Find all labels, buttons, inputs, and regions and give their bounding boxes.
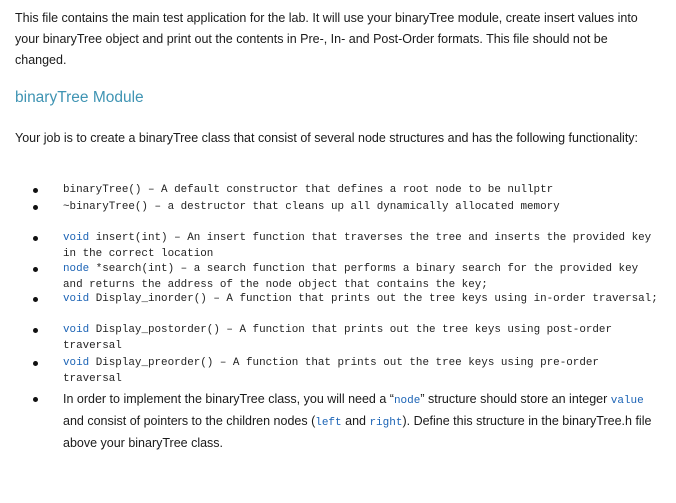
- item-text: [63, 323, 658, 354]
- code-keyword: void: [63, 232, 90, 244]
- item-text: [63, 262, 658, 293]
- item-text: ~binaryTree() – a destructor that cleans up all dynamically allocated memory: [63, 201, 560, 213]
- code-keyword: left: [315, 417, 342, 429]
- item-code: *search(int) – a search function that performs a binary search for the provided key and returns the address of the node object that contains the key;: [63, 263, 639, 291]
- code-keyword: node: [63, 263, 90, 275]
- item-code: Display_preorder() – A function that prints out the tree keys using pre-order traversal: [63, 357, 599, 385]
- item-text: [63, 356, 658, 387]
- bullet-icon: [33, 328, 38, 333]
- code-keyword: void: [63, 293, 90, 305]
- bullet-icon: [33, 236, 38, 241]
- item-text: [63, 292, 658, 308]
- item-text: binaryTree() – A default constructor that defines a root node to be nullptr: [63, 184, 554, 196]
- item-code: Display_postorder() – A function that prints out the tree keys using post-order traversal: [63, 324, 612, 352]
- text-part: and: [341, 414, 370, 428]
- code-keyword: right: [369, 417, 403, 429]
- bullet-icon: [33, 205, 38, 210]
- text-part: In order to implement the binaryTree class, you will need a “: [63, 392, 394, 406]
- item-code: Display_inorder() – A function that prints out the tree keys using in-order traversal;: [89, 293, 658, 305]
- code-keyword: value: [610, 395, 644, 407]
- item-code: insert(int) – An insert function that traverses the tree and inserts the provided key in the correct location: [63, 232, 652, 260]
- item-text: [63, 231, 658, 262]
- intro-paragraph: This file contains the main test application for the lab. It will use your binaryTree module, create insert values into your binaryTree object and print out the contents in Pre-, In- and Post-Order formats. This file should not be changed.: [15, 11, 638, 67]
- bullet-icon: [33, 397, 38, 402]
- bullet-icon: [33, 267, 38, 272]
- bullet-icon: [33, 297, 38, 302]
- text-part: ). Define this structure in the binaryTree.h file above your binaryTree class.: [63, 414, 652, 450]
- section-heading: binaryTree Module: [15, 89, 144, 106]
- item-text: [63, 389, 658, 453]
- text-part: and consist of pointers to the children nodes (: [63, 414, 316, 428]
- code-keyword: void: [63, 357, 90, 369]
- text-part: ” structure should store an integer: [420, 392, 611, 406]
- job-paragraph: Your job is to create a binaryTree class that consist of several node structures and has the following functionality:: [15, 131, 639, 145]
- bullet-icon: [33, 361, 38, 366]
- code-keyword: void: [63, 324, 90, 336]
- code-keyword: node: [393, 395, 421, 407]
- bullet-icon: [33, 188, 38, 193]
